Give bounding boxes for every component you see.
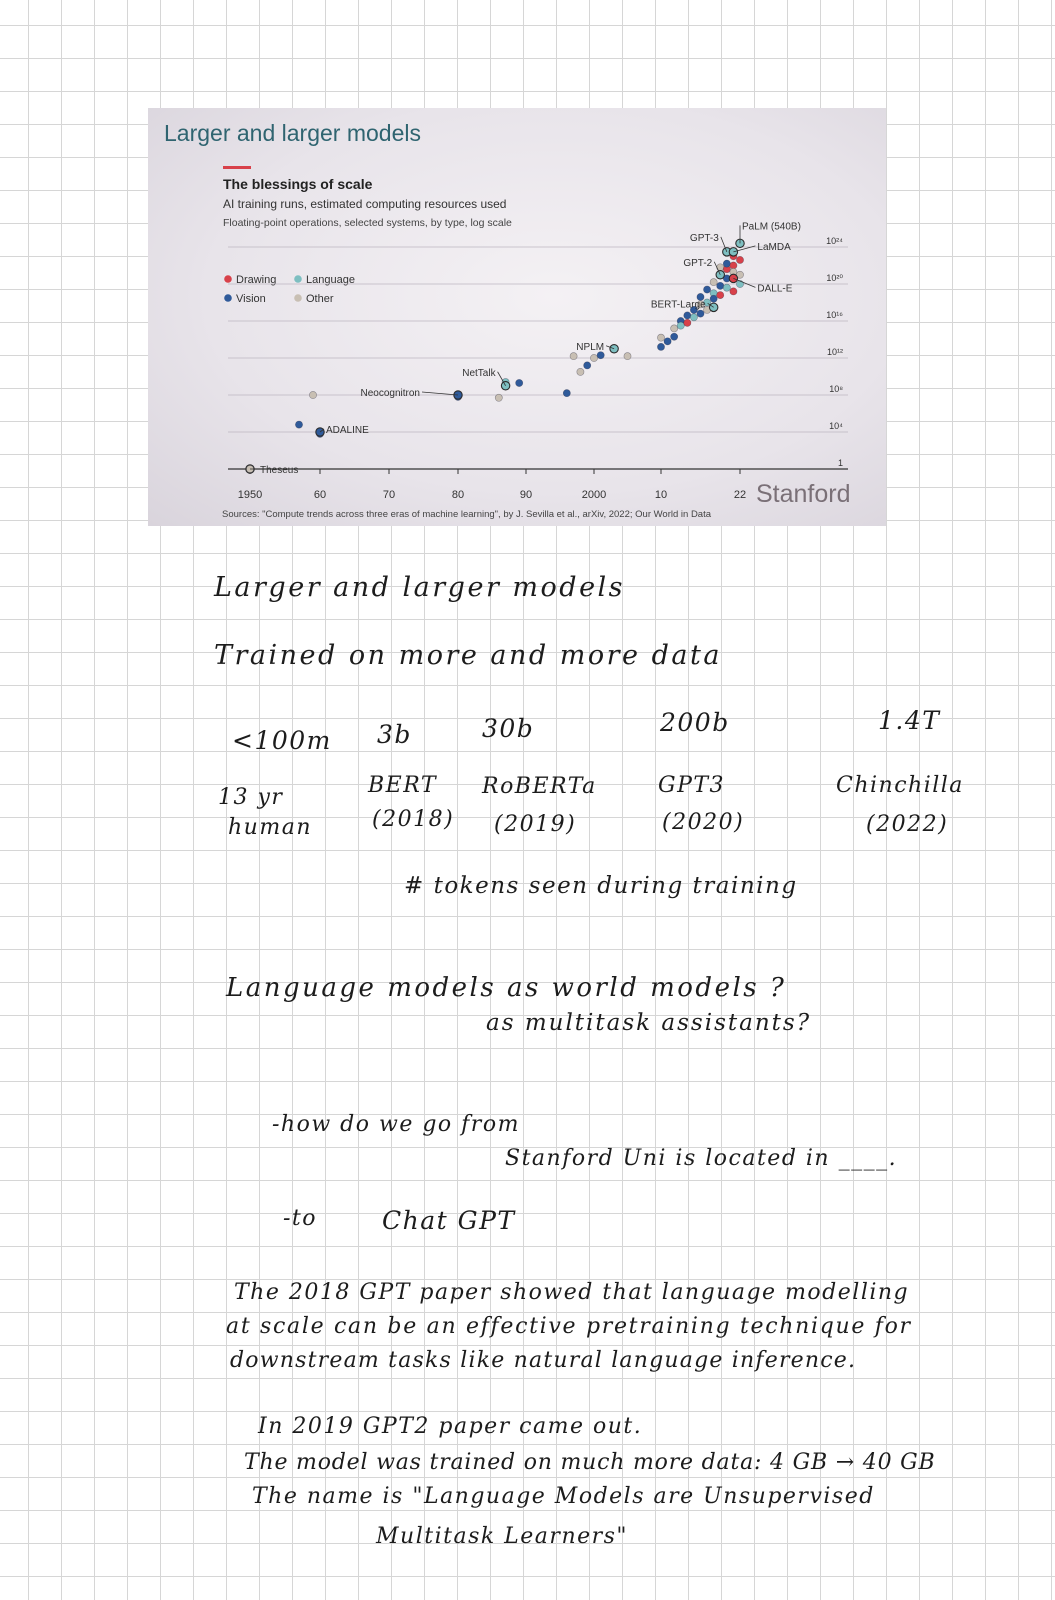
data-point (295, 421, 302, 428)
chart-subtitle: The blessings of scale (223, 176, 373, 192)
legend-swatch (224, 294, 232, 302)
tokens-caption: # tokens seen during training (404, 873, 798, 899)
paragraph-2-line-3: The name is "Language Models are Unsupervised (252, 1484, 875, 1509)
point-label: ADALINE (326, 425, 369, 436)
legend-label: Language (306, 274, 355, 286)
x-tick-label: 80 (451, 489, 465, 501)
legend-swatch (294, 294, 302, 302)
data-point (495, 394, 502, 401)
point-label: LaMDA (757, 241, 791, 253)
data-point (710, 295, 717, 302)
lm-line-1: Language models as world models ? (226, 973, 787, 1003)
notes-line-2: Trained on more and more data (214, 640, 722, 671)
data-point (703, 286, 710, 293)
x-tick-label: 90 (519, 489, 533, 501)
y-tick-label: 10¹⁶ (826, 310, 843, 320)
accent-bar (223, 166, 251, 169)
data-point (671, 333, 678, 340)
token-count-2: 3b (377, 720, 412, 749)
paragraph-1-line-3: downstream tasks like natural language inference. (230, 1348, 857, 1373)
model-bert-b: (2018) (372, 807, 455, 832)
model-human-a: 13 yr (218, 785, 284, 810)
data-point (690, 314, 697, 321)
point-label: GPT-2 (683, 257, 713, 269)
x-tick-label: 22 (733, 489, 747, 501)
point-label: NPLM (576, 341, 605, 353)
lm-line-2: as multitask assistants? (486, 1010, 812, 1036)
data-point (624, 353, 631, 360)
chart-description-2: Floating-point operations, selected systems, by type, log scale (223, 217, 512, 229)
data-point (309, 391, 316, 398)
label-leader-line (422, 392, 458, 395)
data-point (717, 282, 724, 289)
compute-chart (148, 108, 886, 526)
token-count-5: 1.4T (878, 706, 941, 735)
y-tick-label: 10⁴ (829, 421, 843, 431)
legend-label: Vision (236, 293, 266, 305)
data-point (677, 322, 684, 329)
chart-source: Sources: "Compute trends across three eras of machine learning", by J. Sevilla et al., arXiv, 2022; Our World in Data (222, 509, 712, 520)
paragraph-1-line-2: at scale can be an effective pretraining technique for (226, 1314, 912, 1339)
notes-heading: Larger and larger models (214, 572, 626, 603)
point-label: Theseus (260, 465, 299, 476)
data-point (584, 362, 591, 369)
legend-label: Drawing (236, 274, 277, 286)
paragraph-2-line-4: Multitask Learners" (376, 1524, 629, 1549)
model-bert-a: BERT (368, 773, 438, 798)
paragraph-2-line-1: In 2019 GPT2 paper came out. (258, 1414, 643, 1439)
data-point (657, 343, 664, 350)
data-point (736, 256, 743, 263)
data-point (664, 338, 671, 345)
legend-swatch (224, 275, 232, 283)
x-tick-label: 10 (654, 489, 668, 501)
paragraph-2-line-2: The model was trained on much more data: 4 GB → 40 GB (244, 1450, 936, 1475)
how-line: -how do we go from (272, 1112, 520, 1137)
model-gpt3-a: GPT3 (658, 773, 726, 798)
point-label: PaLM (540B) (742, 221, 801, 233)
x-tick-label: 70 (382, 489, 396, 501)
model-human-b: human (228, 815, 312, 840)
y-tick-label: 1 (837, 458, 843, 468)
x-tick-label: 1950 (237, 489, 263, 501)
to-line: -to (283, 1206, 318, 1231)
chart-description-1: AI training runs, estimated computing resources used (223, 197, 507, 211)
slide-title: Larger and larger models (164, 120, 421, 146)
data-point (563, 390, 570, 397)
data-point (671, 325, 678, 332)
x-tick-label: 2000 (581, 489, 607, 501)
model-chinchilla-b: (2022) (866, 812, 949, 837)
data-point (723, 284, 730, 291)
slide-photo (148, 108, 886, 526)
y-tick-label: 10¹² (826, 347, 843, 357)
data-point (590, 354, 597, 361)
token-count-3: 30b (482, 714, 535, 743)
stanford-watermark: Stanford (756, 480, 851, 508)
model-gpt3-b: (2020) (662, 810, 745, 835)
model-chinchilla-a: Chinchilla (836, 773, 964, 798)
point-label: NetTalk (462, 367, 496, 379)
point-label: BERT-Large (650, 299, 706, 311)
data-point (684, 319, 691, 326)
data-point (577, 368, 584, 375)
point-label: DALL-E (757, 283, 793, 295)
data-point (730, 288, 737, 295)
model-roberta-a: RoBERTa (482, 774, 597, 799)
y-tick-label: 10²⁰ (826, 273, 843, 283)
data-point (723, 260, 730, 267)
data-point (710, 279, 717, 286)
data-point (697, 310, 704, 317)
y-tick-label: 10²⁴ (826, 236, 843, 246)
x-tick-label: 60 (313, 489, 327, 501)
data-point (717, 292, 724, 299)
point-label: Neocognitron (360, 388, 420, 399)
data-point (730, 262, 737, 269)
chatgpt-label: Chat GPT (382, 1206, 516, 1235)
stanford-example: Stanford Uni is located in ____. (505, 1146, 898, 1171)
data-point (516, 379, 523, 386)
y-tick-label: 10⁸ (829, 384, 843, 394)
token-count-1: <100m (232, 726, 332, 755)
token-count-4: 200b (660, 708, 730, 737)
model-roberta-b: (2019) (494, 812, 577, 837)
data-point (570, 353, 577, 360)
data-point (657, 334, 664, 341)
data-point (684, 312, 691, 319)
point-label: GPT-3 (689, 232, 719, 244)
legend-label: Other (306, 293, 334, 305)
paragraph-1-line-1: The 2018 GPT paper showed that language modelling (234, 1280, 910, 1305)
legend-swatch (294, 275, 302, 283)
